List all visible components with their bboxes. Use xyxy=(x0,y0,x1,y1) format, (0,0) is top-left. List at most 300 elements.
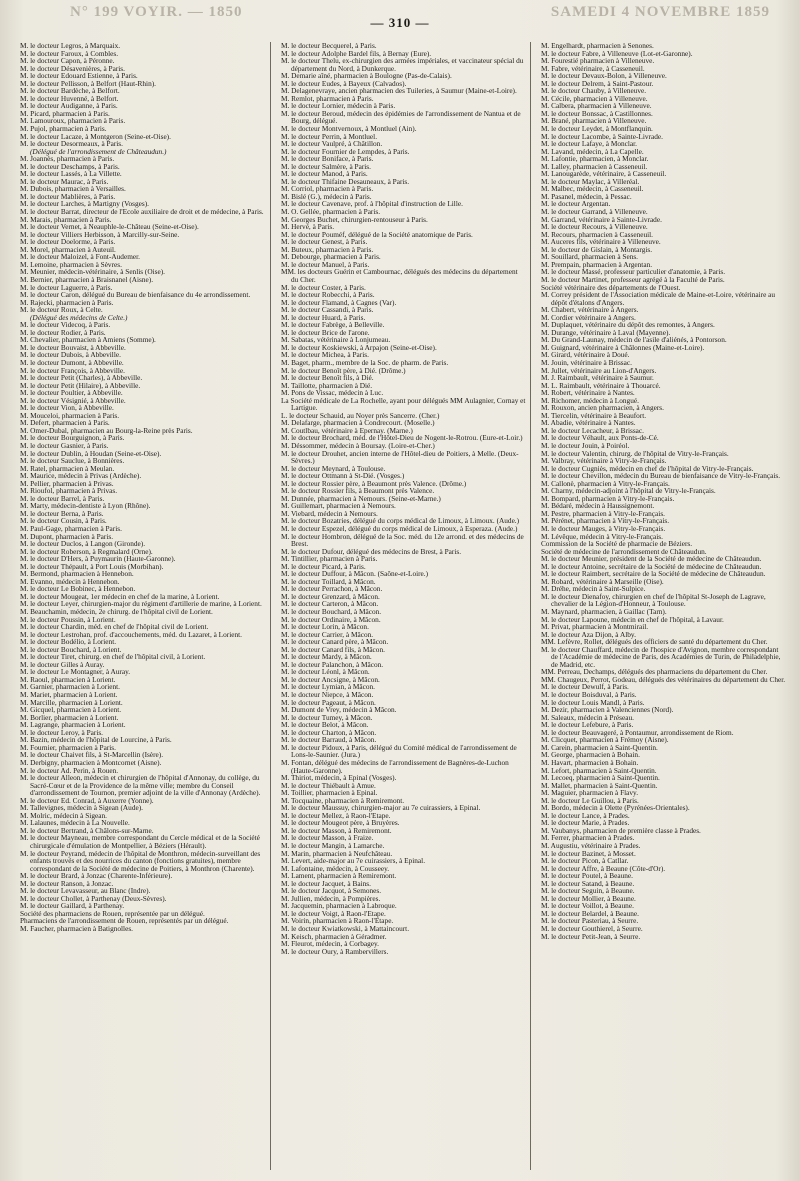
page-header xyxy=(10,0,790,42)
list-entry: M. Richomer, médecin à Longué. xyxy=(540,395,639,405)
list-entry: M. le docteur Petit-Jean, à Seurre. xyxy=(540,931,641,941)
list-entry: M. le docteur Véhault, aux Ponts-de-Cé. xyxy=(540,433,659,443)
list-entry: M. le docteur Lornier, médecin à Paris. xyxy=(280,101,396,111)
list-entry: M. le docteur Affre, à Beaune (Côte-d'Or). xyxy=(540,863,666,873)
list-entry: M. Maynard, pharmacien, à Gaillac (Tarn). xyxy=(540,607,667,617)
list-entry: M. Engelhardt, pharmacien à Senones. xyxy=(540,42,654,50)
list-entry: M. le docteur Boniface, à Paris. xyxy=(280,154,374,164)
list-entry: M. le docteur Lafaye, à Monclar. xyxy=(540,139,637,149)
list-entry: M. le docteur Barrel, à Paris. xyxy=(20,493,105,503)
list-entry: M. le docteur Poultier, à Abbeville. xyxy=(20,388,123,398)
list-entry: M. le docteur Duclos, à Langon (Gironde). xyxy=(20,539,146,549)
list-entry: M. le docteur Montvernoux, à Montluel (Ain). xyxy=(280,124,417,134)
list-entry: M. le docteur Lassés, à La Villette. xyxy=(20,169,122,179)
list-entry: M. Guillemart, pharmacien à Nemours. xyxy=(280,501,396,511)
list-entry: M. le docteur Leydet, à Montflanquin. xyxy=(540,124,653,134)
list-entry: L. le docteur Schauid, au Noyer près Sancerre. (Cher.) xyxy=(280,410,440,420)
columns xyxy=(10,42,790,1170)
list-entry: M. Girard, vétérinaire à Doué. xyxy=(540,350,630,360)
list-entry: M. le docteur Jacquet, à Bains. xyxy=(280,878,371,888)
list-entry: M. le docteur Thelu, ex-chirurgien des armées impériales, et vaccinateur spécial du département du Nord, à Dunkerque. xyxy=(280,56,524,73)
list-entry: M. le docteur Chevillon, médecin du Bureau de bienfaisance de Vitry-le-Français. xyxy=(540,471,781,481)
list-entry: M. le docteur Barrat, directeur de l'Ecole auxiliaire de droit et de médecine, à Paris. xyxy=(20,207,264,217)
list-entry: M. le docteur Thifaine Desauneaux, à Paris. xyxy=(280,176,410,186)
list-entry: M. le docteur Picon, à Catllar. xyxy=(540,856,629,866)
list-entry: M. L. Raimbault, vétérinaire à Thouarcé. xyxy=(540,380,661,390)
list-entry: M. le docteur Legros, à Marquaix. xyxy=(20,42,121,50)
list-entry: M. le docteur Masson, à Remiremont. xyxy=(280,825,392,835)
list-entry: M. Tintillier, pharmacien à Paris. xyxy=(280,554,378,564)
list-entry: M. Demarie aîné, pharmacien à Boulogne (Pas-de-Calais). xyxy=(280,71,452,81)
list-entry: M. Georges Buchet, chirurgien-rentouseur à Paris. xyxy=(280,214,428,224)
list-entry: M. le docteur Salmère, à Paris. xyxy=(280,161,371,171)
list-entry: M. Marcille, pharmacien à Lorient. xyxy=(20,697,123,707)
column-left xyxy=(10,42,270,1170)
list-entry: M. le docteur Faroux, à Combles. xyxy=(20,48,119,58)
list-entry: M. Fournier, pharmacien à Paris. xyxy=(20,742,116,752)
list-entry: M. Prempain, pharmacien à Argentan. xyxy=(540,259,653,269)
list-entry: M. le docteur Benoît père, à Dié. (Drôme.) xyxy=(280,365,406,375)
list-entry: M. Corriol, pharmacien à Paris. xyxy=(280,184,374,194)
list-entry: M. le docteur Genest, à Paris. xyxy=(280,237,368,247)
list-entry: M. Dupont, pharmacien à Paris. xyxy=(20,531,114,541)
list-entry: M. le docteur Maylac, à Villeréal. xyxy=(540,176,640,186)
list-entry: M. le docteur Meynard, à Toulouse. xyxy=(280,463,386,473)
list-entry: MM. les docteurs Guérin et Cambournac, délégués des médecins du département du Cher. xyxy=(280,267,518,284)
list-entry: M. le docteur Cugniès, médecin en chef de l'hôpital de Vitry-le-Français. xyxy=(540,463,754,473)
list-entry: M. Calbera, pharmacien à Villeneuve. xyxy=(540,101,652,111)
list-entry: M. Rouxon, ancien pharmacien, à Angers. xyxy=(540,403,664,413)
list-entry: M. le docteur Alleon, médecin et chirurgien de l'hôpital d'Annonay, du collège, du Sacré-Cœur et de la Providence de la même ville; membre du Conseil d'arrondissement de Tournon, premier adjoint de la ville d'Annonay (Ardèche). xyxy=(20,773,261,798)
list-entry: M. Lafontaine, médecin, à Cousseey. xyxy=(280,863,390,873)
list-entry: M. le docteur Léonl, à Mâcon. xyxy=(280,667,370,677)
list-entry: M. le docteur Lymian, à Mâcon. xyxy=(280,682,375,692)
list-entry: M. le docteur Vaulpré, à Châtillon. xyxy=(280,139,383,149)
list-entry: M. Borlier, pharmacien à Lorient. xyxy=(20,712,119,722)
list-entry: M. Lalley, pharmacien à Casseneuil. xyxy=(540,161,648,171)
list-entry: La Société médicale de La Rochelle, ayant pour délégués MM Aulagnier, Cornay et Lartigue. xyxy=(280,395,526,413)
list-entry: M. Rioufol, pharmacien à Privas. xyxy=(20,486,118,496)
list-entry: M. le docteur Kwiatkowski, à Mattaincourt. xyxy=(280,923,410,933)
list-entry: M. le docteur Drouhet, ancien interne de l'Hôtel-dieu de Poitiers, à Melle. (Deux-Sèvres.) xyxy=(280,448,519,466)
list-entry: M. le docteur Rodier, à Paris. xyxy=(20,327,106,337)
list-entry: M. le docteur Carrier, à Mâcon. xyxy=(280,629,374,639)
list-entry: M. le docteur Bazinet, à Mosset. xyxy=(540,848,636,858)
list-entry: M. le docteur Lacaze, à Montgeron (Seine-et-Oise). xyxy=(20,131,171,141)
list-entry: M. Havart, pharmacien à Bohain. xyxy=(540,757,639,767)
list-entry: M. Gicquel, pharmacien à Lorient. xyxy=(20,705,122,715)
list-entry: M. le docteur Dumont, à Abbeville. xyxy=(20,357,124,367)
list-entry: M. Molric, médecin à Sigean. xyxy=(20,810,107,820)
list-entry: Société des pharmaciens de Rouen, représentée par un délégué. xyxy=(20,908,205,918)
list-entry: M. le docteur Levavasseur, au Blanc (Indre). xyxy=(20,886,151,896)
column-right xyxy=(530,42,790,1170)
list-entry: M. J. Raimbault, vétérinaire à Saumur. xyxy=(540,373,654,383)
list-entry: M. le docteur Chauffard, médecin de l'hospice d'Avignon, membre correspondant de l'Académie de médecine de Paris, des Académies de Turin, de Philadelphie, de Madrid, etc. xyxy=(540,644,781,669)
list-entry: M. Viebard, médecin à Nemours. xyxy=(280,508,378,518)
list-entry: M. Mariet, pharmacien à Lorient. xyxy=(20,690,118,700)
list-entry: M. le docteur Marie, à Prades. xyxy=(540,818,630,828)
list-entry: M. le docteur Bonssac, à Castillonnes. xyxy=(540,108,653,118)
list-entry: M. le docteur Delrem, à Saint-Pastour. xyxy=(540,78,654,88)
list-entry: M. Bernier, pharmacien à Braisnanel (Aisne). xyxy=(20,274,154,284)
list-entry: M. le docteur Pidoux, à Paris, délégué du Comité médical de l'arrondissement de Lons-le-Saunier. (Jura.) xyxy=(280,742,517,760)
list-entry: M. Baget, pharm., membre de la Soc. de pharm. de Paris. xyxy=(280,357,449,367)
list-entry: M. Cordier vétérinaire à Angers. xyxy=(540,312,636,322)
list-entry: M. Durange, vétérinaire à Laval (Mayenne). xyxy=(540,327,671,337)
list-entry: M. Bazin, médecin de l'hôpital de Lourcine, à Paris. xyxy=(20,735,172,745)
list-entry: M. Dumont de Vrey, médecin à Mâcon. xyxy=(280,705,397,715)
list-entry: M. le docteur Dienafoy, chirurgien en chef de l'hôpital St-Joseph de Lagrave, chevalier de la Légion-d'Honneur, à Toulouse. xyxy=(540,591,766,609)
list-entry: M. le docteur Pasteriau, à Seurre. xyxy=(540,916,639,926)
list-entry: Pharmaciens de l'arrondissement de Rouen, représentés par un délégué. xyxy=(20,916,229,926)
list-entry: M. Lecoeq, pharmacien à Saint-Quentin. xyxy=(540,773,660,783)
list-entry: M. le docteur Pouméf, délégué de la Société anatomique de Paris. xyxy=(280,229,473,239)
list-entry: M. Dubois, pharmacien à Versailles. xyxy=(20,184,126,194)
list-entry: M. le docteur Bertrand, à Châlons-sur-Marne. xyxy=(20,825,154,835)
list-entry: M. le docteur Seguin, à Beaune. xyxy=(540,886,635,896)
list-entry: M. O. Gellée, pharmacien à Paris. xyxy=(280,207,381,217)
list-entry: M. le docteur Rossier fils, à Beaumont près Valence. xyxy=(280,486,435,496)
list-entry: M. Du Grand-Launay, médecin de l'asile d'aliénés, à Pontorson. xyxy=(540,335,727,345)
list-entry: M. le docteur Beauvageré, à Pontaumur, arrondissement de Riom. xyxy=(540,727,734,737)
list-entry: M. Lefort, pharmacien à Saint-Quentin. xyxy=(540,765,657,775)
list-entry: M. le docteur Argentan. xyxy=(540,199,611,209)
list-entry: M. le docteur Fabre, à Villeneuve (Lot-et-Garonne). xyxy=(540,48,693,58)
list-entry: M. Pujol, pharmacien à Paris. xyxy=(20,124,107,134)
list-entry: M. le docteur Doelorme, à Paris. xyxy=(20,237,116,247)
list-entry: M. le docteur Adolphe Bardel fils, à Bernay (Eure). xyxy=(280,48,432,58)
list-entry: M. Souillard, pharmacien à Sens. xyxy=(540,252,639,262)
list-entry: M. le docteur Charton, à Mâcon. xyxy=(280,727,377,737)
list-entry: M. Brané, pharmacien à Villeneuve. xyxy=(540,116,647,126)
list-entry: M. le docteur Lorin, à Mâcon. xyxy=(280,622,369,632)
list-entry: M. le docteur de Gislain, à Montargis. xyxy=(540,244,653,254)
list-entry: M. Omer-Dubal, pharmacien au Bourg-la-Reine près Paris. xyxy=(20,425,193,435)
list-entry: M. le docteur Tiret, chirurg. en chef de l'hôpital civil, à Lorient. xyxy=(20,652,206,662)
list-entry: M. Meunier, médecin-vétérinaire, à Senlis (Oise). xyxy=(20,267,165,277)
list-entry: M. Keisch, pharmacien à Géradmer. xyxy=(280,931,387,941)
list-entry: M. Duplaquet, vétérinaire du dépôt des remontes, à Angers. xyxy=(540,320,715,330)
list-entry: M. George, pharmacien à Bohain. xyxy=(540,750,640,760)
list-entry: M. le docteur Ed. Conrad, à Auxerre (Yonne). xyxy=(20,795,154,805)
list-entry: M. le docteur Vernet, à Neauphle-le-Château (Seine-et-Oise). xyxy=(20,222,199,232)
list-entry: M. le docteur Boisduval, à Paris. xyxy=(540,690,637,700)
list-entry: M. Tallevignes, médecin à Sigean (Aude). xyxy=(20,803,143,813)
list-entry: M. le docteur Leyer, chirurgien-major du régiment d'artillerie de marine, à Lorient. xyxy=(20,599,262,609)
list-entry: M. le docteur Desormeaux, à Paris. xyxy=(20,139,123,149)
list-entry: M. Vaubanys, pharmacien de première classe à Prades. xyxy=(540,825,701,835)
list-entry: M. le docteur Lance, à Prades. xyxy=(540,810,630,820)
list-entry: M. le docteur Lapoune, médecin en chef de l'hôpital, à Lavaur. xyxy=(540,614,724,624)
list-entry: M. Marty, médecin-dentiste à Lyon (Rhône). xyxy=(20,501,151,511)
list-entry: M. Lamouroux, pharmacien à Paris. xyxy=(20,116,126,126)
list-entry: M. le docteur Koskiewski, à Arpajon (Seine-et-Oise). xyxy=(280,342,437,352)
list-entry: M. le docteur Bouchard, à Mâcon. xyxy=(280,607,382,617)
list-entry: M. le docteur Flamand, à Cagnes (Var). xyxy=(280,297,397,307)
list-entry: M. le docteur Vésignié, à Abbeville. xyxy=(20,395,126,405)
list-entry: M. Beauchamin, médecin, 2e chirurg. de l'hôpital civil de Lorient. xyxy=(20,607,213,617)
list-entry: M. Abadie, vétérinaire à Nantes. xyxy=(540,418,636,428)
list-entry: M. le docteur Poutel, à Beaune. xyxy=(540,871,633,881)
list-entry: M. Jullet, vétérinaire au Lion-d'Angers. xyxy=(540,365,657,375)
list-entry: M. le docteur Canard père, à Mâcon. xyxy=(280,637,389,647)
list-entry: M. le docteur Sauclue, à Bonnières. xyxy=(20,456,125,466)
list-entry: M. Pérénet, pharmacien à Vitry-le-Français. xyxy=(540,516,670,526)
list-entry: M. le docteur Michea, à Paris. xyxy=(280,350,369,360)
list-entry: M. le docteur D'Hers, à Puymaurin (Haute-Garonne). xyxy=(20,554,176,564)
list-entry: M. Fabre, vétérinaire, à Casseneuil. xyxy=(540,63,645,73)
list-entry: M. le docteur Palanchon, à Mâcon. xyxy=(280,659,384,669)
list-entry: M. le docteur Chauby, à Villeneuve. xyxy=(540,86,647,96)
list-entry: M. le docteur Perrachon, à Mâcon. xyxy=(280,584,383,594)
list-entry: M. Thiriot, médecin, à Epinal (Vosges). xyxy=(280,773,397,783)
list-entry: M. Lévêque, médecin à Vitry-le-Français. xyxy=(540,531,663,541)
list-entry: M. le docteur Niepce, à Mâcon. xyxy=(280,690,374,700)
list-entry: M. Defert, pharmacien à Paris. xyxy=(20,418,110,428)
column-middle xyxy=(270,42,530,1170)
list-entry: M. le docteur Voillot, à Beaune. xyxy=(540,901,634,911)
list-entry: M. le docteur Garrand, à Villeneuve. xyxy=(540,207,648,217)
list-entry: M. le docteur Roberson, à Regmalard (Orne). xyxy=(20,546,153,556)
list-entry: M. le docteur Gilles à Auray. xyxy=(20,659,105,669)
list-entry: M. le docteur Fabrège, à Belleville. xyxy=(280,320,385,330)
list-entry: M. le docteur Ottmann à St-Dié. (Vosges.) xyxy=(280,471,405,481)
list-entry: M. le docteur Cousin, à Paris. xyxy=(20,516,107,526)
list-entry: M. Dezir, pharmacien à Valenciennes (Nord). xyxy=(540,705,674,715)
list-entry: M. le docteur Pageaut, à Mâcon. xyxy=(280,697,376,707)
list-entry: M. le docteur François, à Abbeville. xyxy=(20,365,125,375)
list-entry: M. le docteur Toillard, à Mâcon. xyxy=(280,576,376,586)
list-entry: M. le docteur Brard, à Jonzac (Charente-Inférieure). xyxy=(20,871,173,881)
list-entry: M. le docteur Audiganne, à Paris. xyxy=(20,101,118,111)
list-entry: MM. Perreau, Dechamps, délégués des pharmaciens du département du Cher. xyxy=(540,667,768,677)
list-entry: M. le docteur Bourguignon, à Paris. xyxy=(20,433,125,443)
list-entry: M. Coutlbau, vétérinaire à Epernay. (Marne.) xyxy=(280,425,413,435)
list-entry: M. le docteur Maloizel, à Font-Audemer. xyxy=(20,252,140,262)
list-entry: M. Chevalier, pharmacien à Amiens (Somme). xyxy=(20,335,156,345)
bleed-through-text-right: SAMEDI 4 NOVEMBRE 1859 xyxy=(550,4,770,20)
list-entry: M. Morel, pharmacien à Auteuil. xyxy=(20,244,116,254)
list-entry: M. Bislé (G.), médecin à Paris. xyxy=(280,191,372,201)
list-entry: M. Dunnée, pharmacien à Nemours. (Seine-et-Marne.) xyxy=(280,493,441,503)
list-entry: M. le docteur Raimbert, secrétaire de la Société de médecine de Châteaudun. xyxy=(540,569,766,579)
list-entry: M. Lanougarède, vétérinaire, à Casseneuil. xyxy=(540,169,667,179)
list-entry: M. le docteur Cassandi, à Paris. xyxy=(280,305,374,315)
list-entry: M. Tiercelin, vétérinaire à Beaufort. xyxy=(540,410,647,420)
list-entry: M. Déssommer, médecin à Boursay. (Loire-et-Cher.) xyxy=(280,440,435,450)
list-entry: M. le docteur Laguerre, à Paris. xyxy=(20,282,113,292)
list-entry: M. le docteur Becquerel, à Paris. xyxy=(280,42,377,50)
list-entry: M. le docteur Bouchard, à Lorient. xyxy=(20,644,122,654)
list-entry: M. Lagrange, pharmacien à Lorient. xyxy=(20,720,126,730)
list-entry: M. Hervé, à Paris. xyxy=(280,222,335,232)
list-entry: M. le docteur Manuel, à Paris. xyxy=(280,259,370,269)
list-entry: M. le docteur Maussuy, chirurgien-major au 7e cuirassiers, à Epinal. xyxy=(280,803,481,813)
list-entry: M. Delafarge, pharmacien à Condrecourt. (Moselle.) xyxy=(280,418,435,428)
list-entry: M. le docteur Pellisson, à Belfort (Haut-Rhin). xyxy=(20,78,156,88)
list-entry: M. Chabert, vétérinaire à Angers. xyxy=(540,305,639,315)
list-entry: M. le docteur Lefebure, à Paris. xyxy=(540,720,634,730)
list-entry: M. le docteur Huvenné, à Belfort. xyxy=(20,93,119,103)
list-entry: M. le docteur Robecchi, à Paris. xyxy=(280,290,375,300)
list-entry: M. Voirin, pharmacien à Raon-l'Etape. xyxy=(280,916,394,926)
list-entry: M. le docteur Dufour, délégué des médecins de Brest, à Paris. xyxy=(280,546,462,556)
list-entry: M. le docteur Videcoq, à Paris. xyxy=(20,320,111,330)
list-entry: M. le docteur Belot, à Mâcon. xyxy=(280,720,369,730)
list-entry: M. Taillotte, pharmacien à Dié. xyxy=(280,380,373,390)
list-entry: M. Tocquaine, pharmacien à Remiremont. xyxy=(280,795,405,805)
list-entry: M. le docteur Meunier, président de la Société de médecine de Châteaudun. xyxy=(540,554,762,564)
list-entry: M. le docteur Cavenave, prof. à l'hôpital d'instruction de Lille. xyxy=(280,199,463,209)
list-entry: M. le docteur Bardèche, à Belfort. xyxy=(20,86,120,96)
list-entry: M. Fontan, délégué des médecins de l'arrondissement de Bagnères-de-Luchon (Haute-Garonne). xyxy=(280,757,509,775)
list-entry: M. le docteur Louis Mandl, à Paris. xyxy=(540,697,645,707)
list-entry: M. Sabatas, vétérinaire à Lonjumeau. xyxy=(280,335,391,345)
list-entry: M. le docteur Coster, à Paris. xyxy=(280,282,366,292)
list-entry: M. Robert, vétérinaire à Nantes. xyxy=(540,388,635,398)
list-entry: M. le docteur Brice de l'arone. xyxy=(280,327,370,337)
list-entry: M. Bompard, pharmacien à Vitry-le-Français. xyxy=(540,493,675,503)
list-entry: (Délégué des médecins de Celte.) xyxy=(30,312,128,322)
list-entry: M. Lament, pharmacien à Remiremont. xyxy=(280,871,397,881)
list-entry: M. le docteur Devaux-Bolon, à Villeneuve. xyxy=(540,71,667,81)
list-entry: M. le docteur Dubois, à Abbeville. xyxy=(20,350,121,360)
list-entry: M. le docteur Perrin, à Montluel. xyxy=(280,131,378,141)
list-entry: M. Robard, vétérinaire à Marseille (Oise). xyxy=(540,576,664,586)
list-entry: M. Bédaré, médecin à Haussignemont. xyxy=(540,501,655,511)
list-entry: M. Fleurot, médecin, à Corbagey. xyxy=(280,939,379,949)
list-entry: M. le docteur Villiers Herbisson, à Marcilly-sur-Seine. xyxy=(20,229,180,239)
list-entry: M. le docteur Lecacheur, à Brissac. xyxy=(540,425,644,435)
list-entry: M. le docteur Antoine, secrétaire de la Société de médecine de Châteaudun. xyxy=(540,561,762,571)
list-entry: M. le docteur Caron, délégué du Bureau de bienfaisance du 4e arrondissement. xyxy=(20,290,251,300)
list-entry: M. le docteur Satand, à Beaune. xyxy=(540,878,635,888)
list-entry: M. le docteur Benoît fils, à Dié. xyxy=(280,373,374,383)
list-entry: M. Picard, pharmacien à Paris. xyxy=(20,108,110,118)
list-entry: M. Jullien, médecin, à Pompières. xyxy=(280,893,381,903)
list-entry: Société de médecine de l'arrondissement de Châteaudun. xyxy=(540,546,707,556)
list-entry: M. Lemoine, pharmacien à Sèvres. xyxy=(20,259,122,269)
list-entry: M. Valbray, vétérinaire à Vitry-le-Français. xyxy=(540,456,667,466)
list-entry: M. le docteur Massé, professeur particulier d'anatomie, à Paris. xyxy=(540,267,726,277)
list-entry: M. le docteur Barraud, à Mâcon. xyxy=(280,735,377,745)
list-entry: M. le docteur Oury, à Rambervillers. xyxy=(280,946,389,956)
list-entry: M. Fourestié pharmacien à Villeneuve. xyxy=(540,56,655,66)
list-entry: M. Jouin, vétérinaire à Brissac. xyxy=(540,357,632,367)
list-entry: M. le docteur Valentin, chirurg. de l'hôpital de Vitry-le-Français. xyxy=(540,448,729,458)
list-entry: M. le docteur Roux, à Celte. xyxy=(20,305,103,315)
list-entry: M. Lalaunes, médecin à La Nouvelle. xyxy=(20,818,130,828)
list-entry: M. Mouceloi, pharmacien à Paris. xyxy=(20,410,120,420)
list-entry: M. Jacquemin, pharmacien à Labroque. xyxy=(280,901,397,911)
list-entry: M. Callonè, pharmacien à Vitry-le-Français. xyxy=(540,478,670,488)
list-entry: M. Pons de Vissac, médecin à Luc. xyxy=(280,388,384,398)
list-entry: M. le docteur Mougeot père, à Bruyères. xyxy=(280,818,400,828)
list-entry: M. le docteur Brochard, méd. de l'Hôtel-Dieu de Nogent-le-Rotrou. (Eure-et-Loir.) xyxy=(280,433,523,443)
list-entry: M. le docteur Eudes, à Bayeux (Calvados). xyxy=(280,78,407,88)
list-entry: M. le docteur Ordinaire, à Mâcon. xyxy=(280,614,381,624)
list-entry: M. Raoul, pharmacien à Lorient. xyxy=(20,674,116,684)
list-entry: M. le docteur Mougeat, 1er médecin en chef de la marine, à Lorient. xyxy=(20,591,220,601)
list-entry: M. Guignard, vétérinaire à Châlonnes (Maine-et-Loire). xyxy=(540,342,705,352)
list-entry: M. Lavand, médecin, à La Capelle. xyxy=(540,146,644,156)
list-entry: M. le docteur Chollet, à Parthenay (Deux-Sèvres). xyxy=(20,893,167,903)
list-entry: M. Correy président de l'Association médicale de Maine-et-Loire, vétérinaire au dépôt d'étalons d'Angers. xyxy=(540,290,776,307)
list-entry: Commission de la Société de pharmacie de Béziers. xyxy=(540,539,693,549)
list-entry: M. le docteur Bozatries, délégué du corps médical de Limoux, à Limoux. (Aude.) xyxy=(280,516,520,526)
list-entry: M. Paul-Gage, pharmacien à Paris. xyxy=(20,524,122,533)
list-entry: M. Lafontie, pharmacien, à Monclar. xyxy=(540,154,649,164)
list-entry: M. le docteur Thiébault à Amue. xyxy=(280,780,376,790)
list-entry: M. Evanno, médecin à Hennebon. xyxy=(20,576,120,586)
page-number: — 310 — xyxy=(370,15,430,30)
list-entry: M. le docteur Mablières, à Paris. xyxy=(20,191,116,201)
list-entry: M. Delagenevraye, ancien pharmacien des Tuileries, à Saumur (Maine-et-Loire). xyxy=(280,86,517,96)
list-entry: M. Mallet, pharmacien à Saint-Quentin. xyxy=(540,780,658,790)
list-entry: M. Saleaux, médecin à Préseau. xyxy=(540,712,634,722)
list-entry: M. Privat, pharmacien à Montmirail. xyxy=(540,622,649,632)
list-entry: M. le docteur Canard fils, à Mâcon. xyxy=(280,644,385,654)
list-entry: M. Maguier, pharmacien à Flavy. xyxy=(540,788,639,798)
list-entry: M. Buteux, pharmacien à Paris. xyxy=(280,244,374,254)
list-entry: M. le docteur Gaillard, à Parthenay. xyxy=(20,901,125,911)
list-entry: M. le docteur Dewulf, à Paris. xyxy=(540,682,629,692)
list-entry: M. Cécile, pharmacien à Villeneuve. xyxy=(540,93,648,103)
list-entry: M. le docteur Dublin, à Houdan (Seine-et-Oise). xyxy=(20,448,162,458)
list-entry: M. le docteur Lestrohan, prof. d'accouchements, méd. du Lazaret, à Lorient. xyxy=(20,629,242,639)
list-entry: M. le docteur Beroud, médecin des épidémies de l'arrondissement de Nantua et de Bourg, délégué. xyxy=(280,108,521,126)
list-entry: MM. Lefèvre, Rollet, délégués des officiers de santé du département du Cher. xyxy=(540,637,768,647)
list-entry: M. le docteur Poussin, à Lorient. xyxy=(20,614,116,624)
list-entry: M. le docteur Peyrand, médecin de l'hôpital de Monthron, médecin-surveillant des enfants trouvés et des nourrices du canton (fonctions gratuites), membre correspondant de la Société de médecine de Poitiers, à Monthron (Charente). xyxy=(20,848,261,873)
list-entry: M. le docteur Chardin, méd. en chef de l'hôpital civil de Lorient. xyxy=(20,622,209,632)
list-entry: M. le docteur Mauges, à Vitry-le-Français. xyxy=(540,524,666,533)
list-entry: M. Bordo, médecin à Olette (Pyrénées-Orientales). xyxy=(540,803,690,813)
list-entry: M. le docteur Maurac, à Paris. xyxy=(20,176,109,186)
list-entry: M. Charny, médecin-adjoint à l'hôpital de Vitry-le-Français. xyxy=(540,486,716,496)
list-entry: M. le docteur Désavenières, à Paris. xyxy=(20,63,125,73)
list-entry: M. Pellier, pharmacien à Privas. xyxy=(20,478,114,488)
list-entry: M. le docteur Lacombe, à Sainte-Livrade. xyxy=(540,131,663,141)
list-entry: M. le docteur Fournier de Lempdes, à Paris. xyxy=(280,146,410,156)
list-entry: M. le docteur Aza Dijon, à Alby. xyxy=(540,629,636,639)
list-entry: M. Garnier, pharmacien à Lorient. xyxy=(20,682,120,692)
list-entry: M. le docteur Le Bobinec, à Hennebon. xyxy=(20,584,136,594)
list-entry: M. le docteur Martinet, professeur agrégé à la Faculté de Paris. xyxy=(540,274,725,284)
list-entry: M. le docteur Masson, à Fraize. xyxy=(280,833,374,843)
list-entry: M. le docteur Bouvaist, à Abbeville. xyxy=(20,342,126,352)
list-entry: M. Toillier, pharmacien à Epinal. xyxy=(280,788,378,798)
list-entry: M. Joannès, pharmacien à Paris. xyxy=(20,154,115,164)
list-entry: M. le docteur Thépault, à Port Louis (Morbihan). xyxy=(20,561,164,571)
list-entry: M. le docteur Mollier, à Beaune. xyxy=(540,893,636,903)
list-entry: M. le docteur Ad. Perin, à Rouen. xyxy=(20,765,119,775)
list-entry: M. le docteur Ancsigne, à Mâcon. xyxy=(280,674,380,684)
list-entry: M. le docteur Mardy, à Mâcon. xyxy=(280,652,372,662)
list-entry: M. Marais, pharmacien à Paris. xyxy=(20,214,112,224)
list-entry: M. Faucher, pharmacien à Batignolles. xyxy=(20,923,133,933)
list-entry: M. le docteur Mayneau, membre correspondant du Cercle médical et de la Société chirurgicale d'émulation de Montpellier, à Béziers (Hérault). xyxy=(20,833,260,850)
list-entry: M. Augustiu, vétérinaire à Prades. xyxy=(540,840,641,850)
list-entry: M. le docteur Bodélio, à Lorient. xyxy=(20,637,117,647)
list-entry: M. le docteur Leroy, à Paris. xyxy=(20,727,104,737)
list-entry: M. Pestre, pharmacien à Vitry-le-Français. xyxy=(540,508,665,518)
list-entry: M. le docteur Hombron, délégué de la Soc. méd. du 12e arrond. et des médecins de Brest. xyxy=(280,531,524,549)
list-entry: M. le docteur Petit (Charles), à Abbeville. xyxy=(20,373,143,383)
list-entry: M. le docteur Belardel, à Beaune. xyxy=(540,908,640,918)
list-entry: M. le docteur Manod, à Paris. xyxy=(280,169,368,179)
